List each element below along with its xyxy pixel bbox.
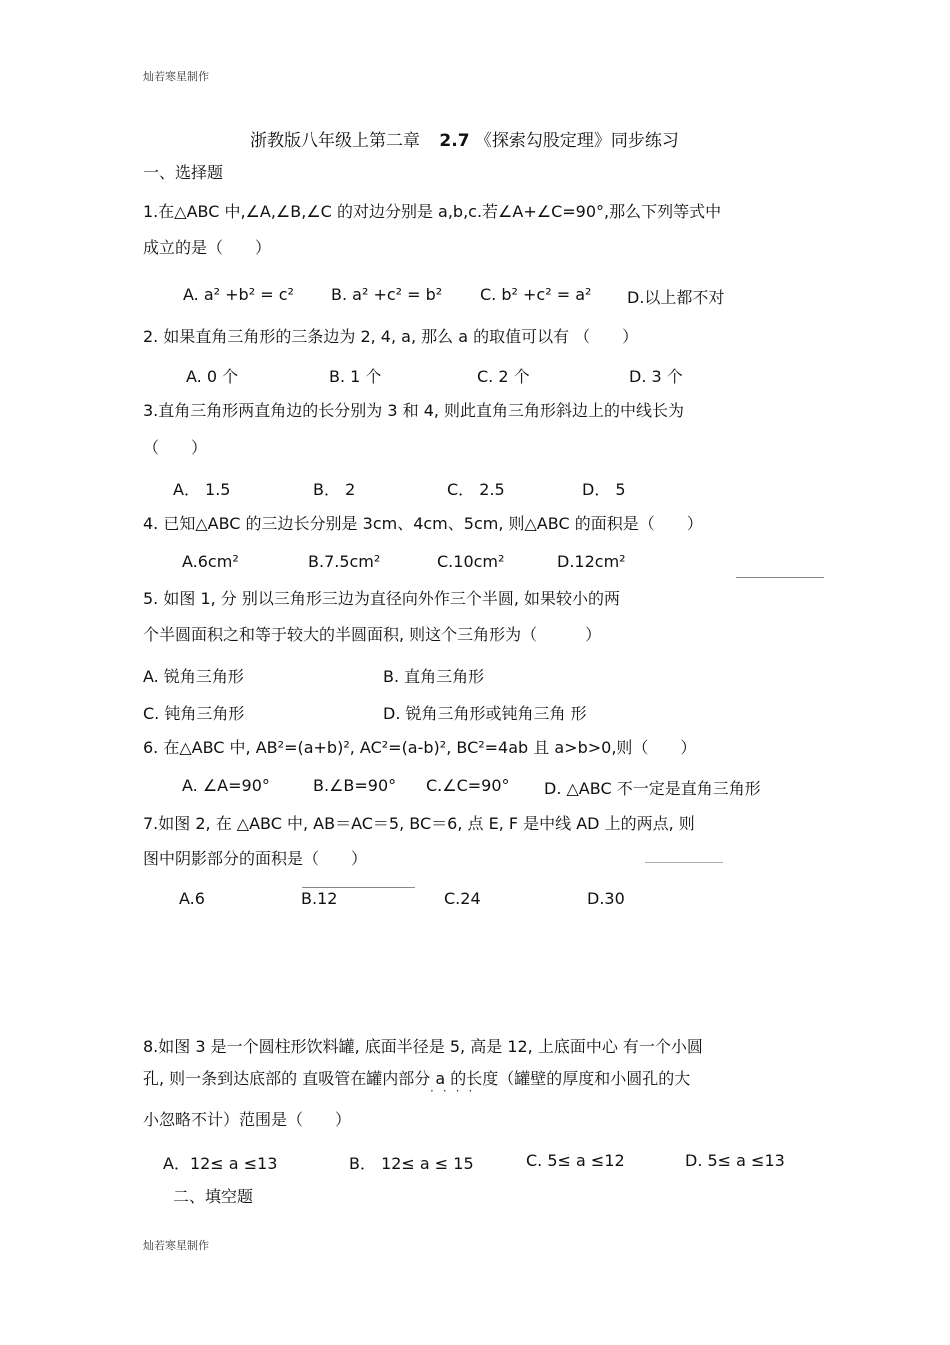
question-5-line-2: 个半圆面积之和等于较大的半圆面积, 则这个三角形为（ ） bbox=[143, 625, 602, 644]
question-3-option-a: A． 1.5 bbox=[173, 480, 231, 499]
question-5-option-b: B. 直角三角形 bbox=[383, 667, 485, 686]
question-5-line-1: 5. 如图 1, 分 别以三角形三边为直径向外作三个半圆, 如果较小的两 bbox=[143, 589, 621, 608]
question-3-option-b: B． 2 bbox=[313, 480, 356, 499]
section-fill-heading: 二、填空题 bbox=[173, 1187, 254, 1206]
question-8-option-a: A．12≤ a ≤13 bbox=[163, 1154, 278, 1173]
question-3-option-c: C． 2.5 bbox=[447, 480, 505, 499]
question-4-option-b: B.7.5cm² bbox=[308, 552, 381, 571]
question-2-option-b: B. 1 个 bbox=[329, 367, 382, 386]
question-1-line-1: 1.在△ABC 中,∠A,∠B,∠C 的对边分别是 a,b,c.若∠A+∠C=90°,那么下列等式中 bbox=[143, 202, 722, 221]
title-suffix: 《探索勾股定理》同步练习 bbox=[474, 131, 679, 151]
question-1-option-a: A. a² +b² = c² bbox=[183, 285, 294, 304]
question-1-option-c: C. b² +c² = a² bbox=[480, 285, 592, 304]
question-2-option-c: C. 2 个 bbox=[477, 367, 530, 386]
question-4-option-a: A.6cm² bbox=[182, 552, 239, 571]
question-2-option-a: A. 0 个 bbox=[186, 367, 239, 386]
question-1-line-2: 成立的是（ ） bbox=[143, 238, 272, 257]
question-7-line-1: 7.如图 2, 在 △ABC 中, AB＝AC＝5, BC＝6, 点 E, F 是中线 AD 上的两点, 则 bbox=[143, 814, 695, 833]
section-choice-heading: 一、选择题 bbox=[143, 163, 224, 182]
question-1-option-b: B. a² +c² = b² bbox=[331, 285, 443, 304]
question-8-line-3: 小忽略不计）范围是（ ） bbox=[143, 1110, 352, 1129]
emphasis-dots: ···· bbox=[430, 1084, 482, 1098]
figure-rule-3 bbox=[302, 887, 415, 888]
question-8-line-1: 8.如图 3 是一个圆柱形饮料罐, 底面半径是 5, 高是 12, 上底面中心 有一个小圆 bbox=[143, 1037, 703, 1056]
question-4-option-d: D.12cm² bbox=[557, 552, 626, 571]
question-6-option-b: B.∠B=90° bbox=[313, 776, 397, 795]
figure-rule-1 bbox=[736, 577, 824, 578]
page-title bbox=[250, 126, 679, 151]
question-8-option-d: D. 5≤ a ≤13 bbox=[685, 1151, 785, 1170]
question-3-line-2: （ ） bbox=[143, 438, 208, 457]
question-4-option-c: C.10cm² bbox=[437, 552, 505, 571]
question-6-option-c: C.∠C=90° bbox=[426, 776, 510, 795]
question-4-line-1: 4. 已知△ABC 的三边长分别是 3cm、4cm、5cm, 则△ABC 的面积是（ ） bbox=[143, 514, 703, 533]
question-8-option-c: C. 5≤ a ≤12 bbox=[526, 1151, 625, 1170]
question-5-option-d: D. 锐角三角形或钝角三角 形 bbox=[383, 704, 587, 723]
question-8-option-b: B． 12≤ a ≤ 15 bbox=[349, 1154, 474, 1173]
question-1-option-d: D.以上都不对 bbox=[627, 288, 725, 307]
title-prefix: 浙教版八年级上第二章 bbox=[250, 131, 420, 151]
question-2-line-1: 2. 如果直角三角形的三条边为 2, 4, a, 那么 a 的取值可以有 （ ） bbox=[143, 327, 639, 346]
question-8-line-2: 孔, 则一条到达底部的 直吸管在罐内部分 a 的长度（罐壁的厚度和小圆孔的大 bbox=[143, 1069, 691, 1088]
question-5-option-c: C. 钝角三角形 bbox=[143, 704, 245, 723]
question-7-option-c: C.24 bbox=[444, 889, 481, 908]
question-3-option-d: D． 5 bbox=[582, 480, 626, 499]
figure-rule-2 bbox=[645, 862, 723, 863]
question-2-option-d: D. 3 个 bbox=[629, 367, 683, 386]
page-footer: 灿若寒星制作 bbox=[143, 1239, 209, 1252]
question-6-option-a: A. ∠A=90° bbox=[182, 776, 270, 795]
title-number: 2.7 bbox=[439, 131, 470, 151]
question-6-line-1: 6. 在△ABC 中, AB²=(a+b)², AC²=(a-b)², BC²=4ab 且 a>b>0,则（ ） bbox=[143, 738, 697, 757]
question-7-option-a: A.6 bbox=[179, 889, 205, 908]
question-5-option-a: A. 锐角三角形 bbox=[143, 667, 244, 686]
question-3-line-1: 3.直角三角形两直角边的长分别为 3 和 4, 则此直角三角形斜边上的中线长为 bbox=[143, 401, 685, 420]
question-7-line-2: 图中阴影部分的面积是（ ） bbox=[143, 849, 368, 868]
question-6-option-d: D. △ABC 不一定是直角三角形 bbox=[544, 779, 761, 798]
page-header: 灿若寒星制作 bbox=[143, 70, 209, 83]
question-7-option-b: B.12 bbox=[301, 889, 338, 908]
question-7-option-d: D.30 bbox=[587, 889, 625, 908]
